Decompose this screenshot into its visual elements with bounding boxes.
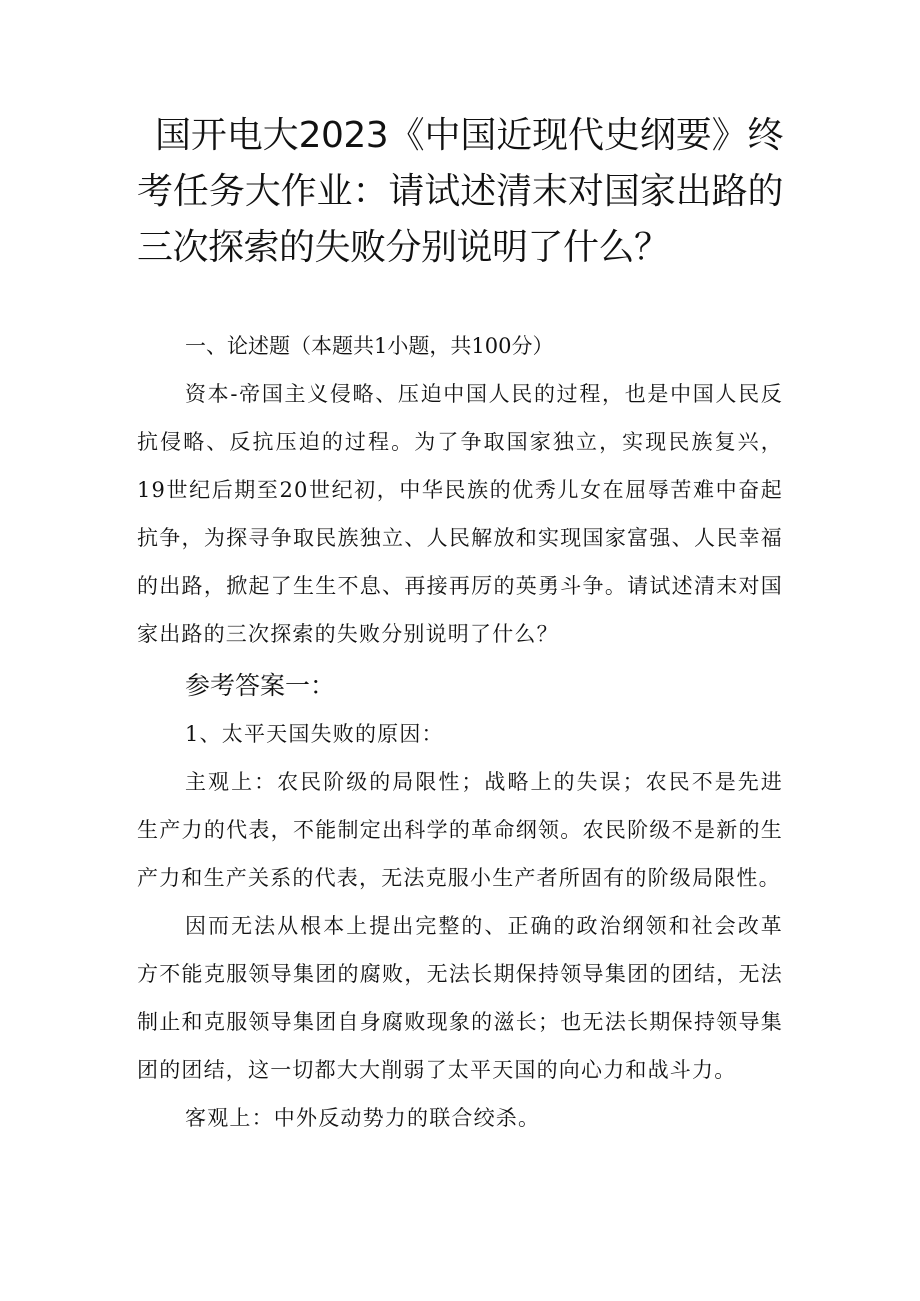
document-title: 国开电大2023《中国近现代史纲要》终考任务大作业：请试述清末对国家出路的三次探索的失败分别说明了什么？: [137, 115, 783, 268]
question-paragraph: 资本-帝国主义侵略、压迫中国人民的过程，也是中国人民反抗侵略、反抗压迫的过程。为了争取国家独立，实现民族复兴，19世纪后期至20世纪初，中华民族的优秀儿女在屈辱苦难中奋起抗争，为探寻争取民族独立、人民解放和实现国家富强、人民幸福的出路，掀起了生生不息、再接再厉的英勇斗争。请试述清末对国家出路的三次探索的失败分别说明了什么？: [137, 382, 783, 646]
consequence-paragraph: 因而无法从根本上提出完整的、正确的政治纲领和社会改革方不能克服领导集团的腐败，无法长期保持领导集团的团结，无法制止和克服领导集团自身腐败现象的滋长；也无法长期保持领导集团的团结，这一切都大大削弱了太平天国的向心力和战斗力。: [137, 914, 783, 1082]
item-1-title: 1、太平天国失败的原因：: [185, 722, 444, 746]
section-heading: 一、论述题（本题共1小题，共100分）: [185, 334, 554, 358]
answer-heading: 参考答案一：: [185, 671, 336, 700]
subjective-paragraph: 主观上：农民阶级的局限性；战略上的失误；农民不是先进生产力的代表，不能制定出科学的革命纲领。农民阶级不是新的生产力和生产关系的代表，无法克服小生产者所固有的阶级局限性。: [137, 770, 783, 890]
document-content: [137, 108, 783, 1142]
objective-paragraph: 客观上：中外反动势力的联合绞杀。: [185, 1106, 541, 1130]
